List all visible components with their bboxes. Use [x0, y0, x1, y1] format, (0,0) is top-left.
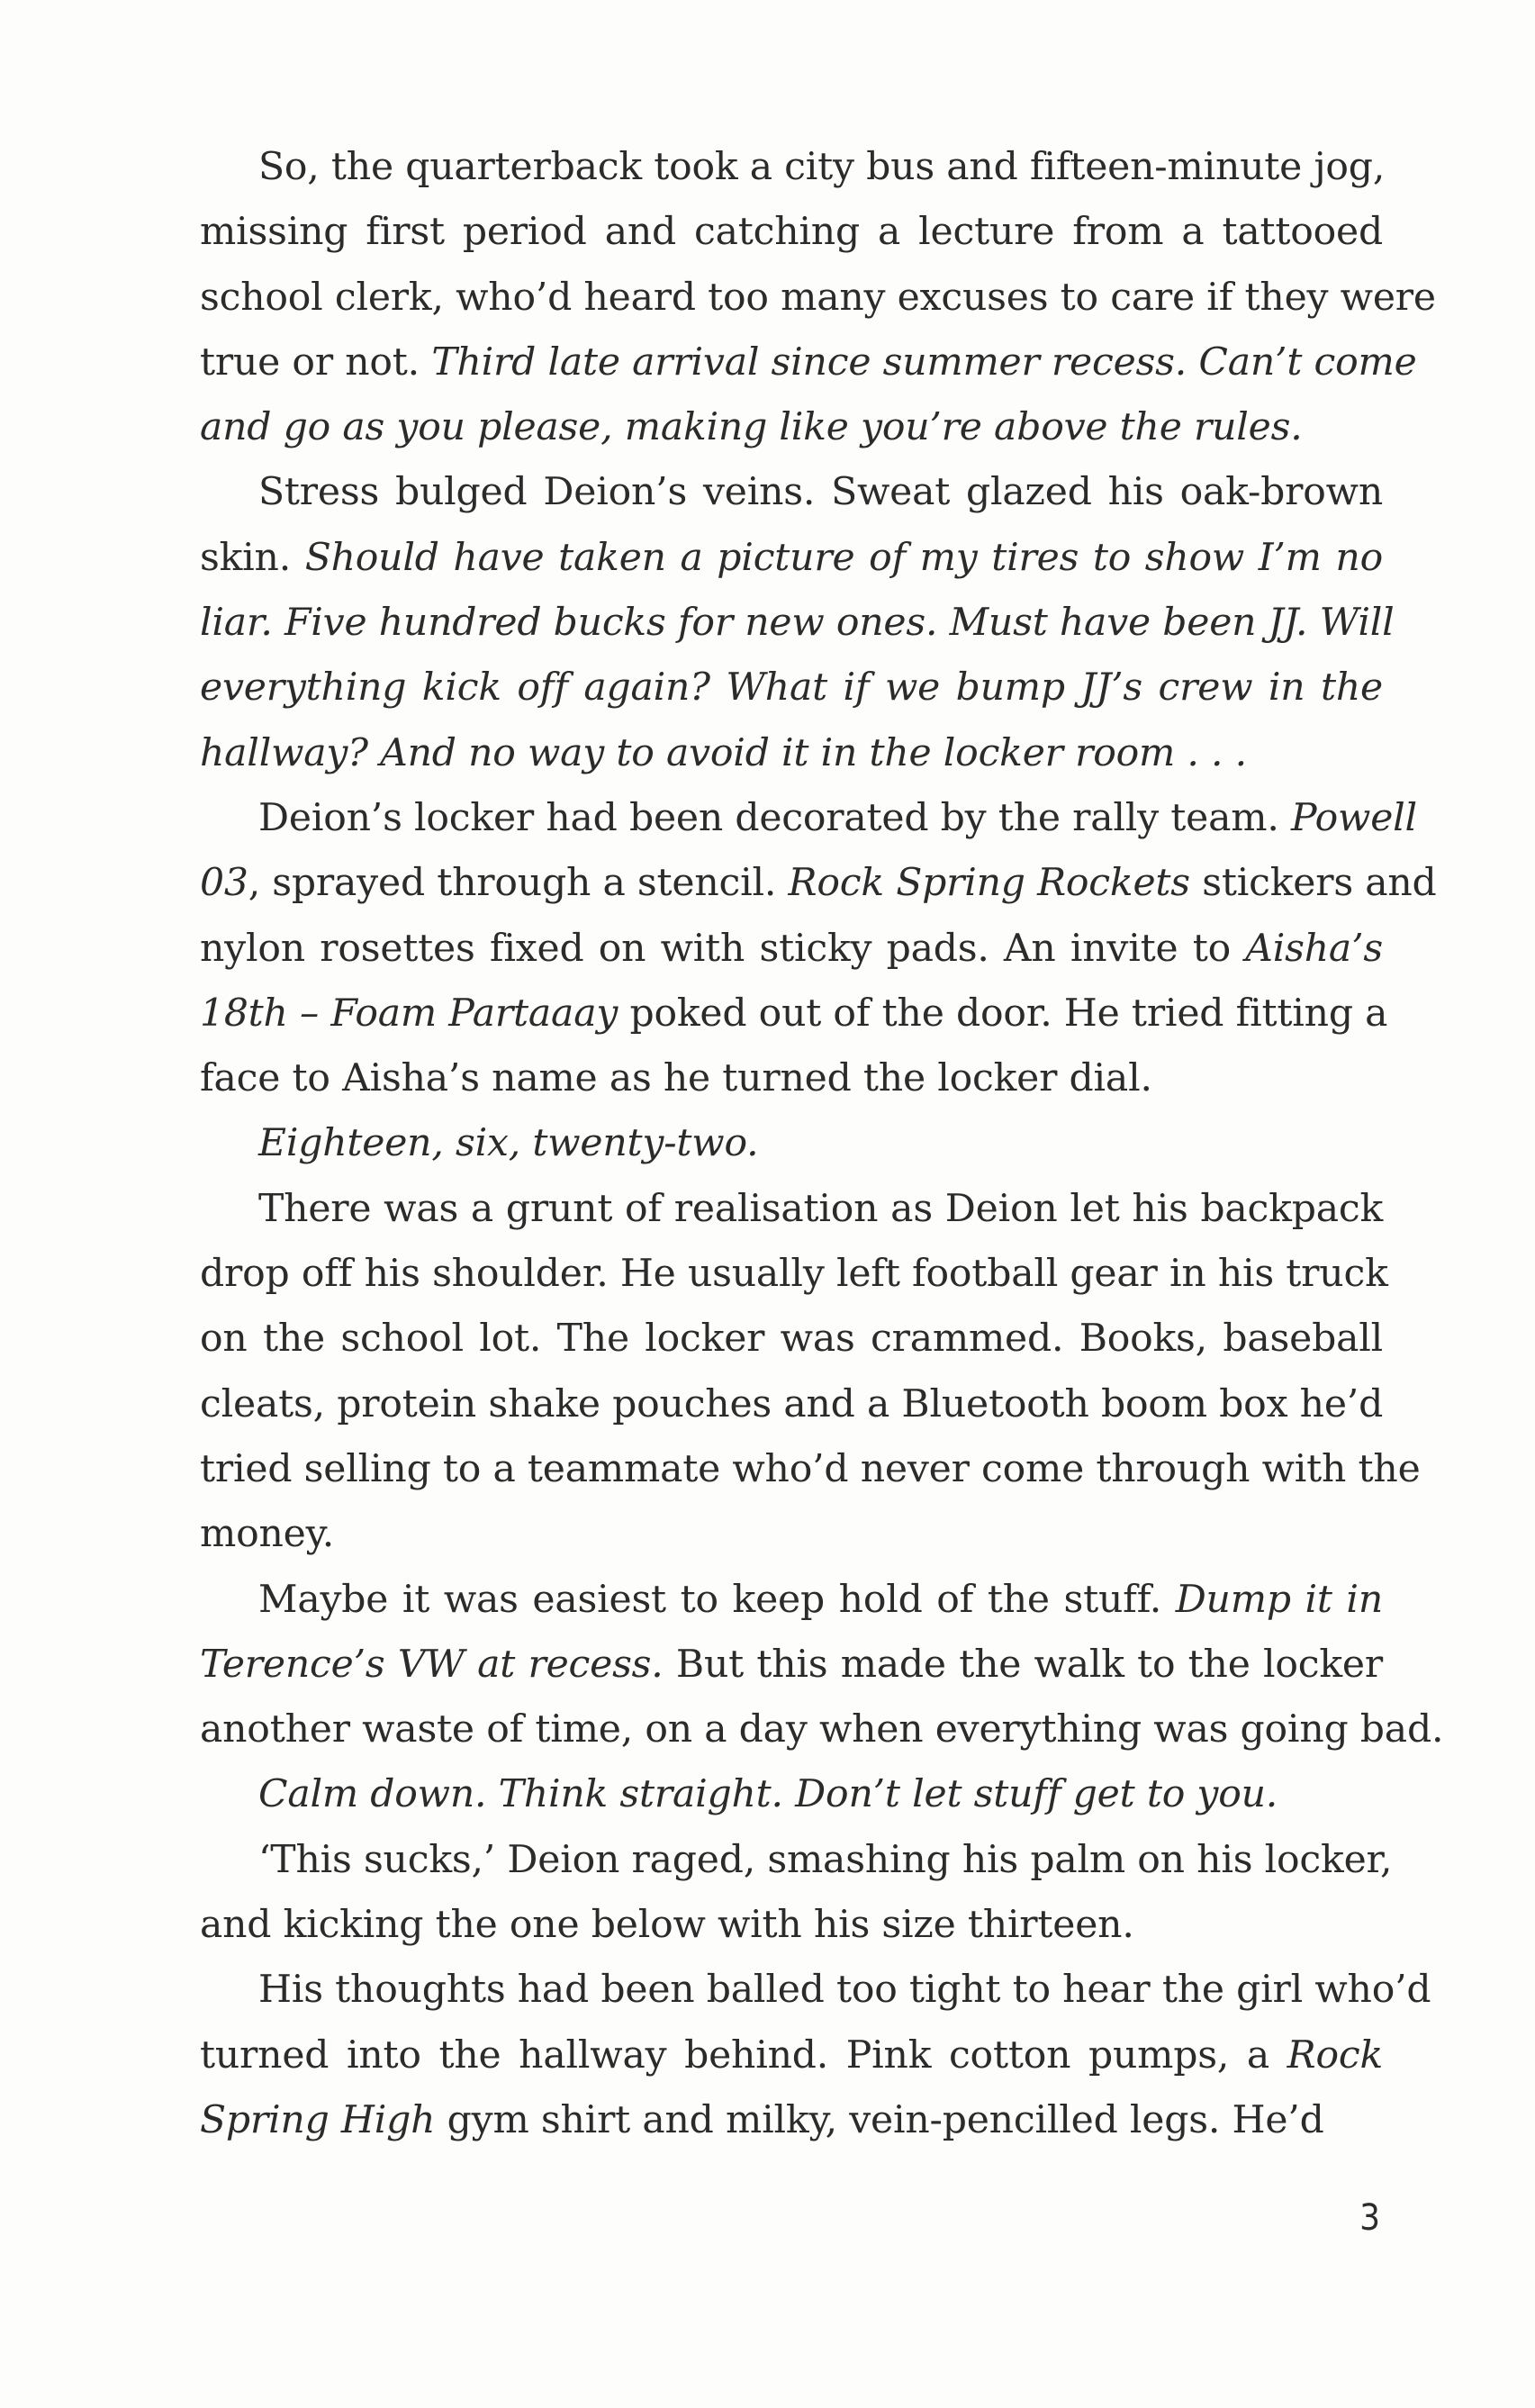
italic-run: Rock Spring Rockets — [788, 861, 1190, 906]
paragraph — [200, 1762, 1383, 1827]
text-run: His thoughts had been balled too tight to hear the girl who’d — [258, 1968, 1431, 2013]
text-run: But this made the walk to the locker — [663, 1642, 1383, 1687]
text-line — [200, 200, 1383, 265]
text-run: face to Aisha’s name as he turned the locker dial. — [200, 1056, 1152, 1101]
paragraph — [200, 1958, 1431, 2153]
text-line — [200, 917, 1383, 982]
text-line — [200, 1958, 1431, 2023]
text-line — [200, 982, 1388, 1046]
italic-run: liar. Five hundred bucks for new ones. Must have been JJ. Will — [200, 601, 1395, 646]
text-line — [200, 330, 1417, 395]
text-line — [200, 2023, 1383, 2088]
italic-run: Should have taken a picture of my tires to show I’m no — [304, 535, 1383, 580]
text-run: and kicking the one below with his size thirteen. — [200, 1903, 1134, 1948]
text-line — [200, 786, 1417, 851]
italic-run: Spring High — [200, 2097, 436, 2142]
text-run: school clerk, who’d heard too many excuses to care if they were — [200, 275, 1436, 320]
text-line — [200, 460, 1383, 525]
paragraph — [200, 135, 1436, 460]
italic-run: Third late arrival since summer recess. Can’t come — [431, 339, 1417, 385]
text-line — [200, 1372, 1383, 1437]
paragraph — [200, 1111, 1383, 1176]
text-line — [200, 266, 1436, 330]
italic-run: hallway? And no way to avoid it in the locker room . . . — [200, 730, 1247, 775]
text-run: Deion’s locker had been decorated by the rally team. — [258, 795, 1291, 840]
italic-run: and go as you please, making like you’re above the rules. — [200, 405, 1303, 450]
text-line — [200, 656, 1383, 720]
text-line — [200, 1307, 1383, 1371]
text-line — [200, 1762, 1383, 1827]
text-line — [200, 1697, 1444, 1762]
text-line — [200, 395, 1383, 460]
text-line — [200, 1111, 1383, 1176]
text-run: skin. — [200, 535, 305, 580]
text-run: tried selling to a teammate who’d never come through with the — [200, 1446, 1421, 1491]
text-line — [200, 851, 1437, 916]
italic-run: 18th – Foam Partaaay — [200, 991, 619, 1036]
text-line — [200, 721, 1383, 786]
text-line — [200, 591, 1395, 656]
text-run: gym shirt and milky, vein-pencilled legs. He’d — [435, 2097, 1324, 2142]
text-run: nylon rosettes fixed on with sticky pads. An invite to — [200, 926, 1246, 971]
text-line — [200, 1633, 1383, 1697]
text-line — [200, 526, 1383, 591]
italic-run: Terence’s VW at recess. — [200, 1642, 664, 1687]
italic-run: Rock — [1287, 2032, 1383, 2078]
text-line — [200, 1828, 1393, 1893]
text-line — [200, 1437, 1421, 1502]
paragraph — [200, 460, 1395, 785]
paragraph — [200, 1568, 1444, 1763]
text-line — [200, 135, 1386, 200]
text-run: on the school lot. The locker was crammed. Books, baseball — [200, 1317, 1383, 1362]
paragraph — [200, 1828, 1393, 1959]
page-number: 3 — [1359, 2197, 1380, 2239]
text-line — [200, 1568, 1383, 1633]
text-line — [200, 1893, 1383, 1958]
text-run: Stress bulged Deion’s veins. Sweat glazed his oak-brown — [258, 470, 1383, 515]
text-run: money. — [200, 1512, 335, 1557]
italic-run: Dump it in — [1175, 1577, 1383, 1622]
text-run: cleats, protein shake pouches and a Bluetooth boom box he’d — [200, 1381, 1384, 1426]
text-run: true or not. — [200, 339, 432, 385]
text-line — [200, 1502, 1383, 1567]
text-run: drop off his shoulder. He usually left football gear in his truck — [200, 1252, 1388, 1297]
text-run: , sprayed through a stencil. — [248, 861, 789, 906]
text-run: Maybe it was easiest to keep hold of the stuff. — [258, 1577, 1176, 1622]
paragraph — [200, 1177, 1421, 1568]
text-run: poked out of the door. He tried fitting a — [618, 991, 1388, 1036]
text-line — [200, 2088, 1383, 2153]
text-run: There was a grunt of realisation as Deion let his backpack — [258, 1186, 1383, 1231]
text-run: stickers and — [1189, 861, 1437, 906]
text-run: missing first period and catching a lecture from a tattooed — [200, 210, 1383, 255]
text-run: ‘This sucks,’ Deion raged, smashing his palm on his locker, — [258, 1837, 1393, 1882]
text-line — [200, 1046, 1383, 1111]
paragraph — [200, 786, 1437, 1111]
italic-run: everything kick off again? What if we bump JJ’s crew in the — [200, 665, 1383, 711]
text-run: another waste of time, on a day when everything was going bad. — [200, 1707, 1444, 1752]
text-line — [200, 1242, 1388, 1307]
text-run: turned into the hallway behind. Pink cotton pumps, a — [200, 2032, 1287, 2078]
italic-run: Eighteen, six, twenty-two. — [258, 1121, 759, 1166]
italic-run: Calm down. Think straight. Don’t let stuff get to you. — [258, 1772, 1278, 1817]
text-line — [200, 1177, 1383, 1242]
text-run: So, the quarterback took a city bus and fifteen-minute jog, — [258, 145, 1386, 189]
body-text — [200, 135, 1444, 2153]
italic-run: Aisha’s — [1245, 926, 1383, 971]
italic-run: Powell — [1290, 795, 1417, 840]
italic-run: 03 — [200, 861, 248, 906]
